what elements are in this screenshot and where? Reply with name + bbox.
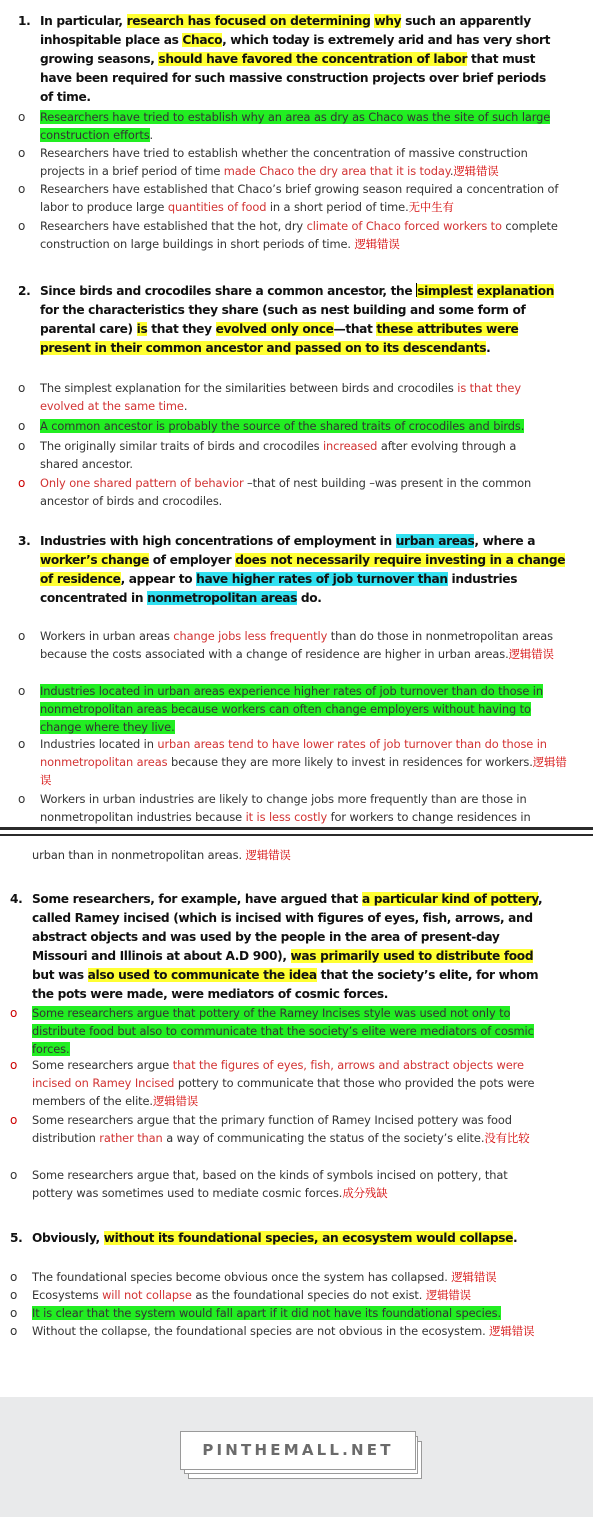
highlight: nonmetropolitan areas: [147, 591, 298, 605]
question-2: 2. Since birds and crocodiles share a common ancestor, the simplest explanation for the characteristics they share (such as nest building and some form of parental care) is that they evolved only once—that these attributes were present in their common ancestor and passed on to its descendants.: [18, 284, 555, 355]
option-4c: o Some researchers argue that the primary function of Ramey Incised pottery was food distribution rather than a way of communicating the status of the society’s elite.没有比较: [10, 1113, 530, 1145]
error-phrase: made Chaco the dry area that it is today: [223, 164, 450, 178]
highlight: why: [374, 14, 402, 28]
bullet: o: [10, 1270, 18, 1284]
highlight: is: [136, 322, 148, 336]
bullet: o: [18, 146, 26, 160]
correct-answer-highlight: A common ancestor is probably the source of the shared traits of crocodiles and birds.: [40, 419, 525, 433]
option-5c: [10, 1304, 550, 1322]
option-1b: o Researchers have tried to establish whether the concentration of massive construction projects in a brief period of time made Chaco the dry area that it is today.逻辑错误: [18, 146, 528, 178]
option-2c: o The originally similar traits of birds and crocodiles increased after evolving through a shared ancestor.: [18, 439, 517, 471]
question-1: 1. In particular, research has focused on determining why such an apparently inhospitable place as Chaco, which today is extremely arid and has very short growing seasons, should have favored the concentration of labor that must have been required for such massive construction projects over brief periods of time.: [18, 14, 551, 104]
error-phrase: that the figures of eyes, fish, arrows and abstract objects were incised on Ramey Incised: [32, 1058, 524, 1090]
highlight: was primarily used to distribute food: [290, 949, 534, 963]
option-1a: o Researchers have tried to establish why an area as dry as Chaco was the site of such large construction efforts.: [18, 110, 551, 142]
correct-answer-highlight: Some researchers argue that pottery of the Ramey Incises style was used not only to distribute food but also to communicate that the society’s elite were mediators of cosmic forces.: [32, 1006, 534, 1056]
bullet: o: [10, 1006, 18, 1020]
bullet: o: [18, 219, 26, 233]
option-3d-continued: urban than in nonmetropolitan areas. 逻辑错误: [32, 848, 291, 862]
bullet: o: [10, 1168, 18, 1182]
highlight: should have favored the concentration of labor: [158, 52, 468, 66]
highlight: simplest: [417, 284, 473, 298]
error-note: 成分残缺: [342, 1186, 388, 1200]
highlight: without its foundational species, an ecosystem would collapse: [103, 1231, 514, 1245]
question-5: 5. Obviously, without its foundational species, an ecosystem would collapse.: [32, 1229, 554, 1248]
question-number: 4.: [10, 892, 23, 906]
page-break-line: [0, 834, 593, 836]
option-3a: o Workers in urban areas change jobs less frequently than do those in nonmetropolitan areas because the costs associated with a change of residence are higher in urban areas.逻辑错误: [18, 629, 554, 661]
option-4d: o Some researchers argue that, based on the kinds of symbols incised on pottery, that pottery was sometimes used to mediate cosmic forces.成分残缺: [10, 1168, 508, 1200]
error-note: 逻辑错误: [245, 848, 291, 862]
question-number: 5.: [10, 1231, 23, 1245]
option-2a: o The simplest explanation for the similarities between birds and crocodiles is that they evolved at the same time.: [18, 381, 521, 413]
error-phrase: it is less costly: [245, 810, 328, 824]
option-2d: o Only one shared pattern of behavior –that of nest building –was present in the common ancestor of birds and crocodiles.: [18, 476, 532, 508]
highlight: explanation: [476, 284, 555, 298]
error-phrase: is that they evolved at the same time: [40, 381, 521, 413]
option-4a: [10, 1004, 550, 1058]
logo-text: PINTHEMALL.NET: [202, 1441, 394, 1459]
bullet: o: [18, 792, 26, 806]
bullet: o: [18, 110, 26, 124]
highlight: does not necessarily require investing in a change of residence: [40, 553, 566, 586]
highlight: these attributes were present in their common ancestor and passed on to its descendants: [40, 322, 519, 355]
correct-answer-highlight: Researchers have tried to establish why an area as dry as Chaco was the site of such large construction efforts: [40, 110, 551, 142]
error-phrase: change jobs less frequently: [173, 629, 328, 643]
site-logo[interactable]: [180, 1431, 416, 1479]
highlight: urban areas: [395, 534, 475, 548]
option-5b: o Ecosystems will not collapse as the foundational species do not exist. 逻辑错误: [10, 1288, 471, 1302]
footer: [0, 1397, 593, 1517]
option-5d: o Without the collapse, the foundational species are not obvious in the ecosystem. 逻辑错误: [10, 1324, 535, 1338]
error-phrase: Only one shared pattern of behavior: [40, 476, 244, 490]
error-note: 没有比较: [484, 1131, 530, 1145]
error-phrase: rather than: [99, 1131, 163, 1145]
bullet: o: [10, 1113, 18, 1127]
bullet: o: [10, 1324, 18, 1338]
highlight: also used to communicate the idea: [87, 968, 317, 982]
option-3b: [18, 682, 568, 736]
bullet: o: [18, 439, 26, 453]
bullet: o: [10, 1306, 18, 1320]
highlight: evolved only once: [215, 322, 334, 336]
option-2b: [18, 417, 568, 435]
question-number: 2.: [18, 284, 31, 298]
error-note: 逻辑错误: [152, 1094, 199, 1108]
bullet: o: [18, 629, 26, 643]
bullet: o: [18, 182, 26, 196]
option-4b: o Some researchers argue that the figures of eyes, fish, arrows and abstract objects were incised on Ramey Incised pottery to communicate that those who provided the pots were members of the elite.逻辑错误: [10, 1058, 535, 1108]
bullet: o: [10, 1058, 18, 1072]
error-note: 逻辑错误: [354, 237, 400, 251]
error-note: 逻辑错误: [451, 1270, 497, 1284]
option-5a: o The foundational species become obvious once the system has collapsed. 逻辑错误: [10, 1270, 497, 1284]
question-3: 3. Industries with high concentrations of employment in urban areas, where a worker’s change of employer does not necessarily require investing in a change of residence, appear to have higher rates of job turnover than industries concentrated in nonmetropolitan areas do.: [18, 534, 566, 605]
bullet: o: [18, 737, 26, 751]
error-note: 逻辑错误: [489, 1324, 535, 1338]
error-phrase: climate of Chaco forced workers to: [306, 219, 502, 233]
correct-answer-highlight: Industries located in urban areas experience higher rates of job turnover than do those in nonmetropolitan areas because workers can often change employers without having to change where they live.: [40, 684, 543, 734]
bullet: o: [18, 419, 26, 433]
bullet: o: [18, 476, 26, 490]
bullet: o: [18, 684, 26, 698]
highlight: research has focused on determining: [126, 14, 371, 28]
bullet: o: [10, 1288, 18, 1302]
highlight: have higher rates of job turnover than: [196, 572, 448, 586]
error-note: 逻辑错误: [508, 647, 554, 661]
option-3d: o Workers in urban industries are likely to change jobs more frequently than are those in nonmetropolitan industries because it is less costly for workers to change residences in: [18, 792, 531, 824]
option-1c: o Researchers have established that Chaco’s brief growing season required a concentration of labor to produce large quantities of food in a short period of time.无中生有: [18, 182, 559, 214]
question-4: 4. Some researchers, for example, have argued that a particular kind of pottery, called Ramey incised (which is incised with figures of eyes, fish, arrows, and abstract objects and was used by the people in the area of present-day Missouri and Illinois at about A.D 900), was primarily used to distribute food but was also used to communicate the idea that the society’s elite, for whom the pots were made, were mediators of cosmic forces.: [10, 892, 543, 1001]
highlight: Chaco: [182, 33, 223, 47]
question-number: 1.: [18, 14, 31, 28]
error-note: 无中生有: [408, 200, 454, 214]
option-1d: o Researchers have established that the hot, dry climate of Chaco forced workers to complete construction on large buildings in short periods of time. 逻辑错误: [18, 219, 558, 251]
error-note: 逻辑错误: [453, 164, 499, 178]
bullet: o: [18, 381, 26, 395]
highlight: worker’s change: [40, 553, 149, 567]
error-note: 逻辑错误: [425, 1288, 471, 1302]
highlight: a particular kind of pottery: [361, 892, 538, 906]
page-break-line: [0, 827, 593, 830]
question-number: 3.: [18, 534, 31, 548]
error-phrase: urban areas tend to have lower rates of job turnover than do those in nonmetropolitan areas: [40, 737, 547, 769]
error-phrase: quantities of food: [167, 200, 267, 214]
option-3c: o Industries located in urban areas tend to have lower rates of job turnover than do those in nonmetropolitan areas because they are more likely to invest in residences for workers.逻辑错误: [18, 737, 567, 787]
correct-answer-highlight: It is clear that the system would fall apart if it did not have its foundational species.: [32, 1306, 501, 1320]
error-phrase: increased: [322, 439, 378, 453]
error-note: 逻辑错误: [40, 755, 567, 787]
error-phrase: will not collapse: [102, 1288, 192, 1302]
